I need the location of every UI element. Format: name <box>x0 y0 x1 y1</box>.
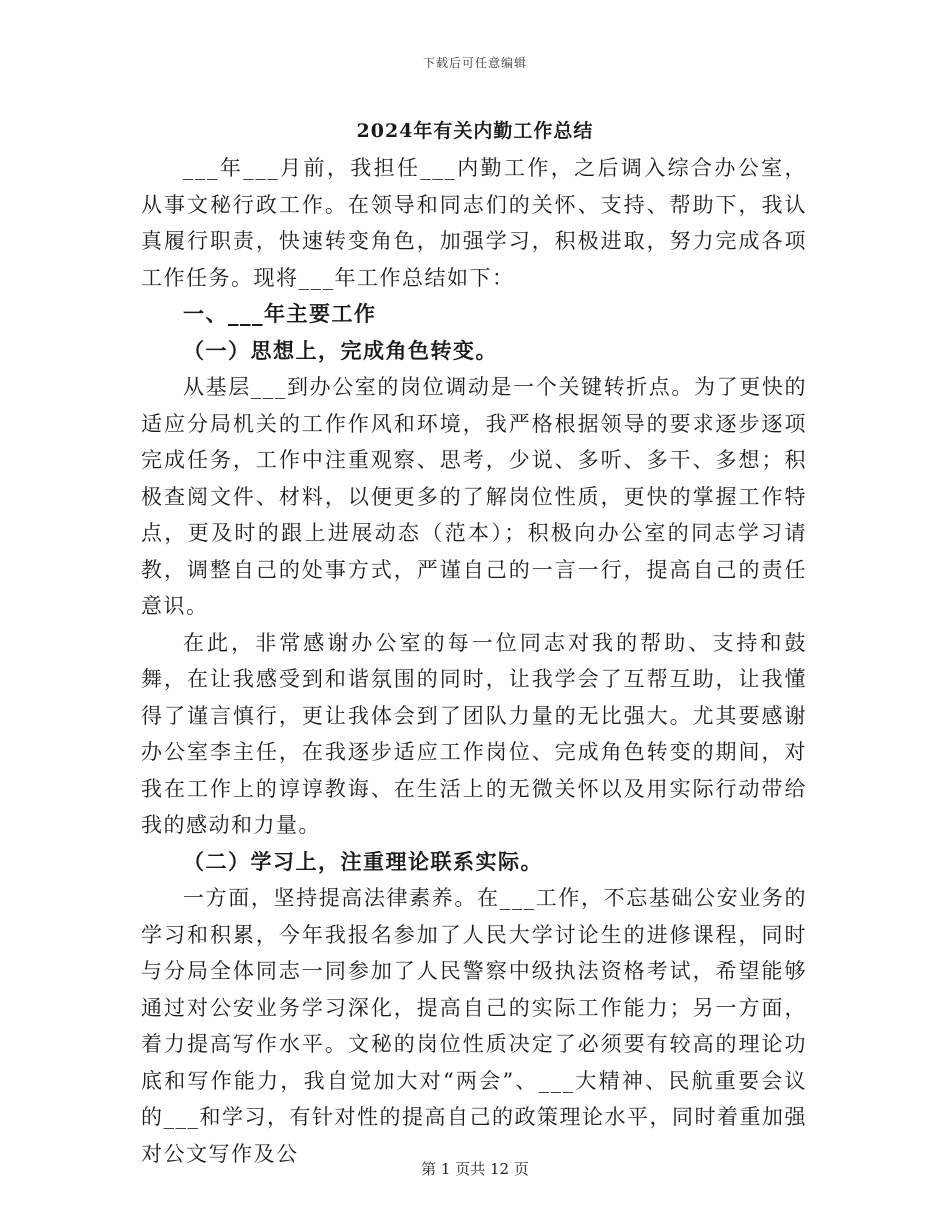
paragraph-role-change: 从基层___到办公室的岗位调动是一个关键转折点。为了更快的适应分局机关的工作作风和环境，我严格根据领导的要求逐步逐项完成任务，工作中注重观察、思考，少说、多听、多干、多想；积极查阅文件、材料，以便更多的了解岗位性质，更快的掌握工作特点，更及时的跟上进展动态（范本）；积极向办公室的同志学习请教，调整自己的处事方式，严谨自己的一言一行，提高自己的责任意识。 <box>141 375 807 618</box>
page-footer: 第 1 页共 12 页 <box>421 1160 529 1178</box>
subsection-heading-thinking: （一）思想上，完成角色转变。 <box>183 337 498 363</box>
document-title: 2024年有关内勤工作总结 <box>356 120 594 142</box>
section-heading-main-work: 一、___年主要工作 <box>183 301 377 326</box>
page-header: 下载后可任意编辑 <box>422 56 527 70</box>
paragraph-intro: ___年___月前，我担任___内勤工作，之后调入综合办公室，从事文秘行政工作。在领导和同志们的关怀、支持、帮助下，我认真履行职责，快速转变角色，加强学习，积极进取，努力完成各项工作任务。现将___年工作总结如下： <box>141 156 807 290</box>
subsection-heading-study: （二）学习上，注重理论联系实际。 <box>183 848 543 874</box>
document-body <box>141 150 807 1172</box>
paragraph-study: 一方面，坚持提高法律素养。在___工作，不忘基础公安业务的学习和积累，今年我报名参加了人民大学讨论生的进修课程，同时与分局全体同志一同参加了人民警察中级执法资格考试，希望能够通过对公安业务学习深化，提高自己的实际工作能力；另一方面，着力提高写作水平。文秘的岗位性质决定了必须要有较高的理论功底和写作能力，我自觉加大对“两会”、___大精神、民航重要会议的___和学习，有针对性的提高自己的政策理论水平，同时着重加强对公文写作及公 <box>141 886 807 1166</box>
paragraph-thanks: 在此，非常感谢办公室的每一位同志对我的帮助、支持和鼓舞，在让我感受到和谐氛围的同时，让我学会了互帮互助，让我懂得了谨言慎行，更让我体会到了团队力量的无比强大。尤其要感谢办公室李主任，在我逐步适应工作岗位、完成角色转变的期间，对我在工作上的谆谆教诲、在生活上的无微关怀以及用实际行动带给我的感动和力量。 <box>141 630 807 837</box>
